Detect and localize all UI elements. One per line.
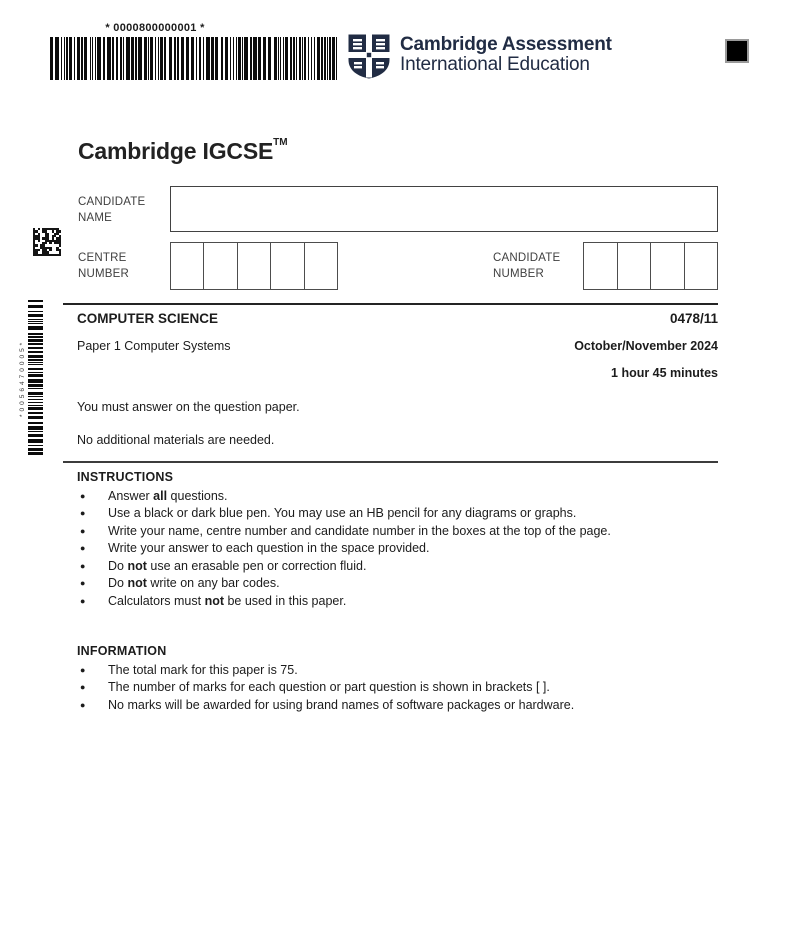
page-title: [78, 137, 288, 165]
side-barcode: [28, 300, 43, 456]
subject-row: [77, 311, 718, 326]
bullet-dot: ●: [80, 491, 86, 501]
bullet-item: ● Write your name, centre number and candidate number in the boxes at the top of the page.: [77, 523, 718, 540]
instructions-heading: INSTRUCTIONS: [77, 470, 174, 484]
divider-middle: [63, 461, 718, 463]
candidate-number-box[interactable]: [583, 242, 718, 290]
datamatrix-barcode: [33, 228, 61, 256]
candidate-number-label: CANDIDATE NUMBER: [493, 252, 561, 280]
title-text: Cambridge IGCSE: [78, 138, 274, 164]
bullet-dot: ●: [80, 525, 86, 536]
trademark-symbol: TM: [273, 137, 288, 148]
digit-cell: [171, 243, 204, 289]
digit-cell: [618, 243, 652, 289]
bullet-item: ● Do not write on any bar codes.: [77, 575, 718, 592]
bullet-dot: ●: [80, 595, 86, 606]
cambridge-brand: [347, 33, 612, 80]
paper-code: 0478/11: [669, 311, 718, 326]
candidate-name-label: CANDIDATE NAME: [78, 196, 146, 224]
bullet-item: ● Do not use an erasable pen or correction fluid.: [77, 558, 718, 575]
bullet-item: ● No marks will be awarded for using brand names of software packages or hardware.: [77, 697, 718, 714]
bullet-item: ● The total mark for this paper is 75.: [77, 662, 718, 679]
bullet-dot: ●: [80, 665, 86, 675]
digit-cell: [238, 243, 271, 289]
digit-cell: [584, 243, 618, 289]
bullet-dot: ●: [80, 578, 86, 589]
centre-number-box[interactable]: [170, 242, 338, 290]
cambridge-shield-icon: [347, 33, 391, 80]
bullet-item: ● The number of marks for each question or part question is shown in brackets [ ].: [77, 679, 718, 696]
candidate-name-box[interactable]: [170, 186, 718, 232]
digit-cell: [271, 243, 304, 289]
corner-marker: [725, 39, 749, 63]
digit-cell: [685, 243, 718, 289]
side-barcode-number: *0056470005*: [19, 339, 26, 417]
subject-title: COMPUTER SCIENCE: [77, 311, 219, 326]
brand-line1: Cambridge Assessment: [400, 34, 612, 55]
bullet-item: ● Answer all questions.: [77, 488, 718, 505]
exam-session: October/November 2024: [574, 339, 718, 353]
paper-name: Paper 1 Computer Systems: [77, 339, 231, 353]
brand-line2: International Education: [400, 54, 590, 75]
top-barcode-number: * 0000800000001 *: [105, 22, 205, 34]
paper-row: [77, 339, 718, 353]
bullet-item: ● Calculators must not be used in this paper.: [77, 593, 718, 610]
instructions-list: [77, 488, 718, 610]
information-heading: INFORMATION: [77, 644, 167, 658]
exam-duration: 1 hour 45 minutes: [611, 366, 718, 380]
bullet-dot: ●: [80, 543, 86, 554]
bullet-dot: ●: [80, 560, 86, 571]
digit-cell: [305, 243, 337, 289]
divider-top: [63, 303, 718, 305]
bullet-dot: ●: [80, 682, 86, 693]
bullet-dot: ●: [80, 699, 86, 710]
bullet-dot: ●: [80, 508, 86, 519]
answer-note: You must answer on the question paper.: [77, 400, 300, 414]
top-barcode: [50, 37, 338, 80]
centre-number-label: CENTRE NUMBER: [78, 252, 130, 280]
materials-note: No additional materials are needed.: [77, 433, 275, 447]
bullet-item: ● Write your answer to each question in the space provided.: [77, 540, 718, 557]
digit-cell: [204, 243, 237, 289]
information-list: [77, 662, 718, 714]
digit-cell: [651, 243, 685, 289]
bullet-item: ● Use a black or dark blue pen. You may use an HB pencil for any diagrams or graphs.: [77, 505, 718, 522]
